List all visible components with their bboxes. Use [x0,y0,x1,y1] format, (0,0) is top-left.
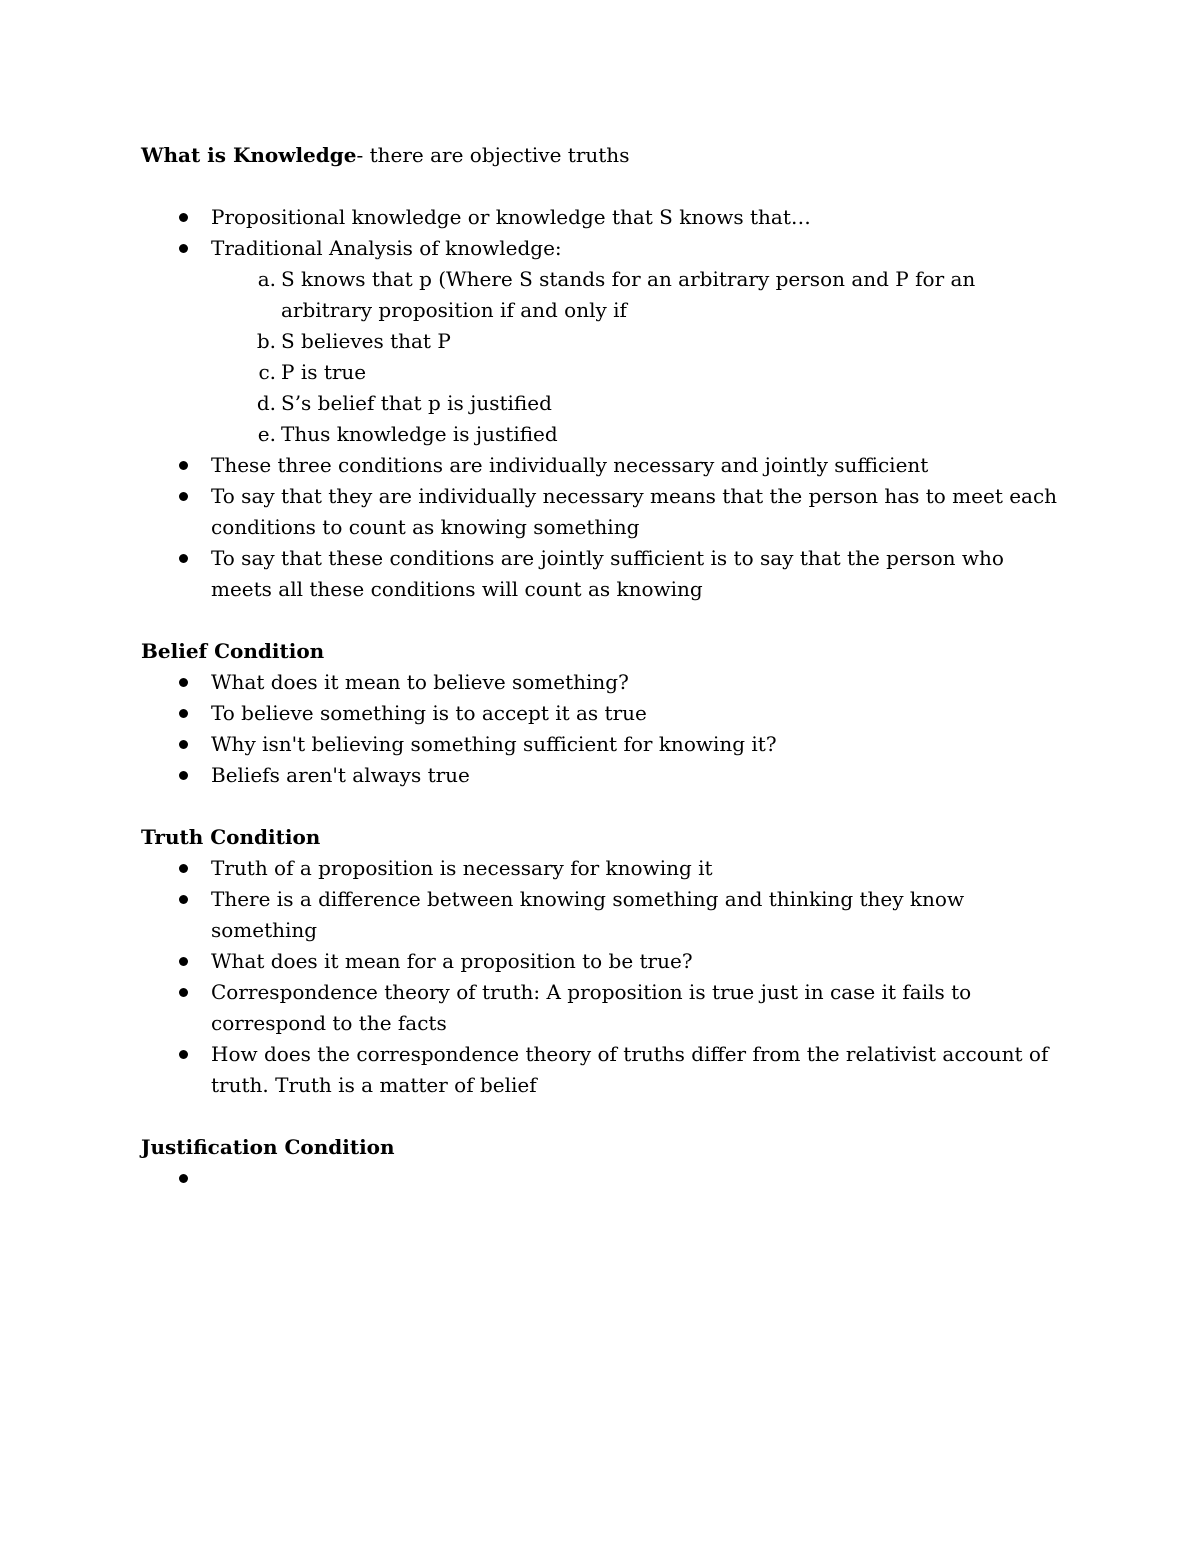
section-heading-belief: Belief Condition [141,639,325,663]
list-item [141,233,1061,450]
bullet-list-justification [141,1163,1061,1194]
sub-list-item [211,357,1061,388]
sub-list-item [211,326,1061,357]
sub-list-text: S’s belief that p is justified [281,391,552,415]
list-item [141,481,1061,543]
list-item-text: Traditional Analysis of knowledge: [211,236,562,260]
sub-list-item [211,388,1061,419]
list-item-text: Truth of a proposition is necessary for knowing it [211,856,713,880]
bullet-icon [179,461,188,470]
heading-subtext: - there are objective truths [356,143,630,167]
bullet-icon [179,740,188,749]
list-item-text: To say that these conditions are jointly sufficient is to say that the person who meets all these conditions will count as knowing [211,546,1004,601]
bullet-icon [179,1174,188,1183]
bullet-list-knowledge [141,202,1061,605]
list-item [141,543,1061,605]
list-item-text: Correspondence theory of truth: A proposition is true just in case it fails to correspond to the facts [211,980,972,1035]
bullet-icon [179,957,188,966]
sub-list-marker: c. [258,360,276,384]
bullet-icon [179,1050,188,1059]
list-item [141,1039,1061,1101]
bullet-list-belief [141,667,1061,791]
sub-list-item [211,419,1061,450]
list-item-text: There is a difference between knowing something and thinking they know something [211,887,965,942]
sub-list-marker: b. [256,329,276,353]
bullet-icon [179,213,188,222]
list-item-text: These three conditions are individually necessary and jointly sufficient [211,453,929,477]
document-page [141,140,1061,1194]
sub-list-item [211,264,1061,326]
sub-list-marker: a. [257,267,276,291]
section-heading-truth: Truth Condition [141,825,321,849]
list-item [141,946,1061,977]
bullet-icon [179,895,188,904]
list-item-text: What does it mean for a proposition to be true? [211,949,693,973]
list-item-text: How does the correspondence theory of truths differ from the relativist account of truth. Truth is a matter of belief [211,1042,1049,1097]
list-item [141,202,1061,233]
list-item [141,760,1061,791]
list-item-text: Why isn't believing something sufficient for knowing it? [211,732,777,756]
list-item [141,698,1061,729]
bullet-icon [179,492,188,501]
sub-list-marker: d. [256,391,276,415]
list-item-text: To say that they are individually necessary means that the person has to meet each conditions to count as knowing something [211,484,1058,539]
list-item [141,884,1061,946]
section-heading-knowledge [141,140,1061,171]
bullet-icon [179,678,188,687]
sub-list-text: S believes that P [281,329,451,353]
list-item [141,1163,1061,1194]
list-item [141,853,1061,884]
sub-list-text: S knows that p (Where S stands for an arbitrary person and P for an arbitrary proposition if and only if [281,267,976,322]
list-item-text: Beliefs aren't always true [211,763,470,787]
list-item-text: To believe something is to accept it as true [211,701,647,725]
section-heading-justification: Justification Condition [141,1135,395,1159]
sub-list-text: P is true [281,360,367,384]
heading-text: What is Knowledge [141,143,357,167]
bullet-icon [179,771,188,780]
bullet-icon [179,244,188,253]
list-item-text: What does it mean to believe something? [211,670,629,694]
bullet-icon [179,864,188,873]
list-item [141,667,1061,698]
list-item [141,450,1061,481]
sub-list-text: Thus knowledge is justified [281,422,558,446]
bullet-icon [179,988,188,997]
bullet-list-truth [141,853,1061,1101]
list-item [141,729,1061,760]
bullet-icon [179,709,188,718]
sub-list [211,264,1061,450]
list-item-text: Propositional knowledge or knowledge that S knows that… [211,205,811,229]
sub-list-marker: e. [257,422,276,446]
bullet-icon [179,554,188,563]
list-item [141,977,1061,1039]
